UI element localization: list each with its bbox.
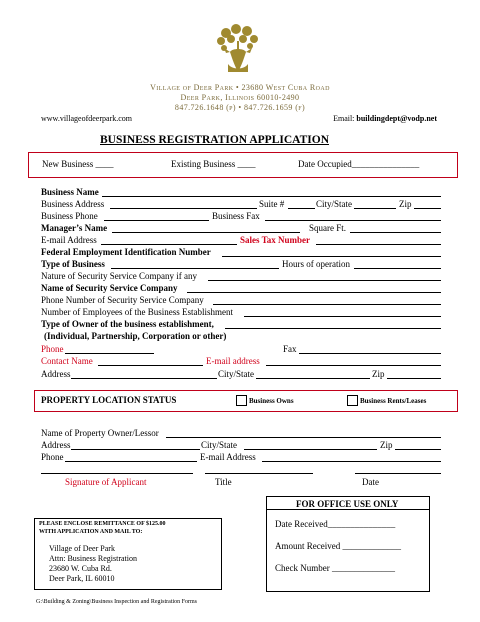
business-owns-checkbox[interactable] — [236, 395, 247, 406]
phone-input[interactable] — [65, 353, 154, 354]
owner-name-label: Name of Property Owner/Lessor — [41, 428, 159, 438]
mail-to-line-3: 23680 W. Cuba Rd. — [49, 564, 112, 573]
amount-received-field[interactable]: Amount Received _____________ — [275, 541, 401, 551]
type-of-business-label: Type of Business — [41, 259, 105, 269]
address-city-state-input[interactable] — [256, 378, 370, 379]
check-number-field[interactable]: Check Number ______________ — [275, 563, 395, 573]
business-rents-label: Business Rents/Leases — [360, 397, 427, 405]
address-input[interactable] — [71, 378, 217, 379]
fax-label: Fax — [283, 344, 297, 354]
owner-zip-input[interactable] — [395, 449, 441, 450]
suite-input[interactable] — [288, 208, 315, 209]
business-name-label: Business Name — [41, 187, 99, 197]
date-occupied-field[interactable]: Date Occupied_______________ — [298, 159, 420, 169]
office-use-divider — [266, 509, 430, 510]
date-label: Date — [362, 477, 379, 487]
village-address-line2: Deer Park, Illinois 60010-2490 — [180, 93, 300, 102]
owner-zip-label: Zip — [380, 440, 393, 450]
existing-business-field[interactable]: Existing Business ____ — [171, 159, 256, 169]
signature-of-applicant-label: Signature of Applicant — [65, 477, 147, 487]
owner-city-state-input[interactable] — [244, 449, 377, 450]
page-title: BUSINESS REGISTRATION APPLICATION — [100, 134, 329, 146]
hours-label: Hours of operation — [282, 259, 350, 269]
employees-label: Number of Employees of the Business Establishment — [41, 307, 233, 317]
business-phone-label: Business Phone — [41, 211, 98, 221]
fein-input[interactable] — [222, 256, 441, 257]
office-use-heading: FOR OFFICE USE ONLY — [296, 499, 399, 509]
website-link[interactable]: www.villageofdeerpark.com — [41, 114, 132, 123]
village-phone-line: 847.726.1648 (p) • 847.726.1659 (f) — [174, 103, 306, 112]
fax-input[interactable] — [299, 353, 441, 354]
business-city-state-input[interactable] — [354, 208, 396, 209]
owner-email-input[interactable] — [262, 461, 441, 462]
business-fax-input[interactable] — [265, 220, 441, 221]
owner-type-input[interactable] — [225, 328, 441, 329]
mail-to-line-2: Attn: Business Registration — [49, 554, 137, 563]
email-label: Email: — [333, 114, 355, 123]
fein-label: Federal Employment Identification Number — [41, 247, 211, 257]
security-nature-label: Nature of Security Service Company if any — [41, 271, 197, 281]
business-phone-input[interactable] — [104, 220, 209, 221]
property-location-status-label: PROPERTY LOCATION STATUS — [41, 395, 177, 405]
business-owns-label: Business Owns — [249, 397, 294, 405]
title-line[interactable] — [205, 473, 313, 474]
security-phone-input[interactable] — [213, 304, 441, 305]
date-line[interactable] — [355, 473, 441, 474]
business-zip-input[interactable] — [414, 208, 441, 209]
address-label: Address — [41, 369, 71, 379]
contact-email-input[interactable] — [266, 365, 441, 366]
security-phone-label: Phone Number of Security Service Company — [41, 295, 204, 305]
date-received-field[interactable]: Date Received_______________ — [275, 519, 396, 529]
owner-email-label: E-mail Address — [200, 452, 256, 462]
owner-address-label: Address — [41, 440, 71, 450]
address-city-state-label: City/State — [218, 369, 254, 379]
email-address-input[interactable] — [101, 244, 237, 245]
contact-name-input[interactable] — [98, 365, 203, 366]
sales-tax-number-label: Sales Tax Number — [240, 235, 311, 245]
owner-phone-input[interactable] — [65, 461, 197, 462]
owner-city-state-label: City/State — [201, 440, 237, 450]
title-label: Title — [215, 477, 232, 487]
owner-name-input[interactable] — [166, 437, 441, 438]
square-ft-label: Square Ft. — [309, 223, 346, 233]
square-ft-input[interactable] — [350, 232, 441, 233]
contact-email — [333, 114, 437, 123]
owner-phone-label: Phone — [41, 452, 64, 462]
owner-type-label: Type of Owner of the business establishment, — [41, 319, 214, 329]
mail-to-line-1: Village of Deer Park — [49, 544, 115, 553]
phone-label: Phone — [41, 344, 64, 354]
security-name-label: Name of Security Service Company — [41, 283, 178, 293]
managers-name-label: Manager’s Name — [41, 223, 108, 233]
business-fax-label: Business Fax — [212, 211, 260, 221]
employees-input[interactable] — [244, 316, 441, 317]
security-nature-input[interactable] — [208, 280, 441, 281]
remittance-heading-1: PLEASE ENCLOSE REMITTANCE OF $125.00 — [39, 521, 166, 527]
address-zip-label: Zip — [372, 369, 385, 379]
business-address-input[interactable] — [110, 208, 257, 209]
address-zip-input[interactable] — [387, 378, 441, 379]
new-business-field[interactable]: New Business ____ — [42, 159, 114, 169]
signature-line[interactable] — [41, 473, 193, 474]
managers-name-input[interactable] — [112, 232, 300, 233]
file-path-footer: G:\Building & Zoning\Business Inspection and Registration Forms — [36, 599, 197, 605]
email-address-label: E-mail Address — [41, 235, 97, 245]
type-of-business-input[interactable] — [111, 268, 279, 269]
owner-address-input[interactable] — [71, 449, 200, 450]
business-city-state-label: City/State — [316, 199, 352, 209]
email-link[interactable]: buildingdept@vodp.net — [356, 114, 437, 123]
village-address-line1: Village of Deer Park • 23680 West Cuba Road — [150, 83, 330, 92]
contact-name-label: Contact Name — [41, 356, 93, 366]
security-name-input[interactable] — [187, 292, 441, 293]
owner-type-hint: (Individual, Partnership, Corporation or other) — [44, 331, 227, 341]
business-rents-checkbox[interactable] — [347, 395, 358, 406]
mail-to-line-4: Deer Park, IL 60010 — [49, 574, 115, 583]
business-zip-label: Zip — [399, 199, 412, 209]
sales-tax-number-input[interactable] — [316, 244, 441, 245]
contact-email-label: E-mail address — [206, 356, 260, 366]
suite-label: Suite # — [259, 199, 285, 209]
business-name-input[interactable] — [102, 196, 441, 197]
hours-input[interactable] — [354, 268, 441, 269]
deer-tree-logo-icon — [214, 24, 262, 76]
remittance-heading-2: WITH APPLICATION AND MAIL TO: — [39, 529, 143, 535]
business-address-label: Business Address — [41, 199, 105, 209]
